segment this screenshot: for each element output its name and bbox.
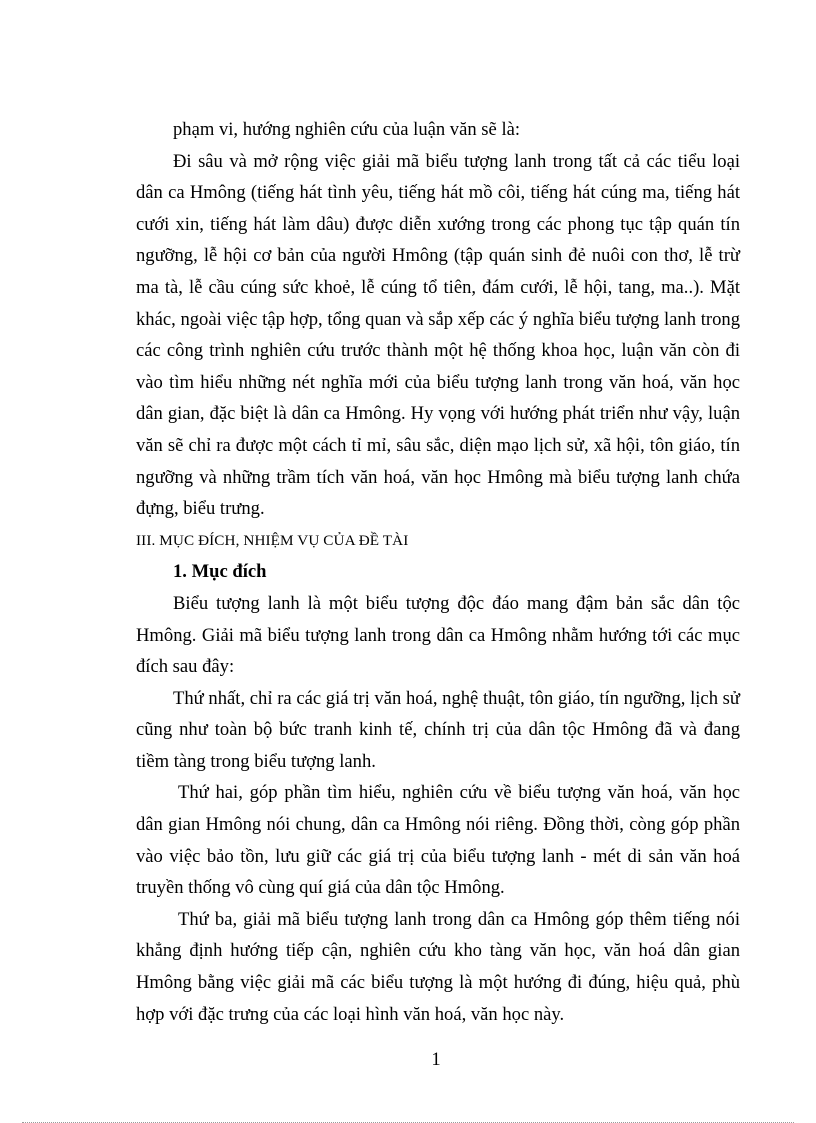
section-heading: III. MỤC ĐÍCH, NHIỆM VỤ CỦA ĐỀ TÀI [136, 531, 409, 549]
paragraph-purpose-first: Thứ nhất, chỉ ra các giá trị văn hoá, nghệ thuật, tôn giáo, tín ngưỡng, lịch sử cũng như toàn bộ bức tranh kinh tế, chính trị của dân tộc Hmông đã và đang tiềm tàng trong biểu tượng lanh. [136, 687, 740, 772]
paragraph-purpose-third: Thứ ba, giải mã biểu tượng lanh trong dân ca Hmông góp thêm tiếng nói khẳng định hướng tiếp cận, nghiên cứu kho tàng văn học, văn hoá dân gian Hmông bằng việc giải mã các biểu tượng là một hướng đi đúng, hiệu quả, phù hợp với đặc trưng của các loại hình văn hoá, văn học này. [136, 908, 740, 1025]
page-body [136, 114, 740, 1030]
paragraph-purpose-second: Thứ hai, góp phần tìm hiểu, nghiên cứu về biểu tượng văn hoá, văn học dân gian Hmông nói chung, dân ca Hmông nói riêng. Đồng thời, còng góp phần vào việc bảo tồn, lưu giữ các giá trị của biểu tượng lanh - mét di sản văn hoá truyền thống vô cùng quí giá của dân tộc Hmông. [136, 782, 740, 899]
page-number: 1 [431, 1049, 441, 1070]
paragraph-purpose-intro: Biểu tượng lanh là một biểu tượng độc đáo mang đậm bản sắc dân tộc Hmông. Giải mã biểu tượng lanh trong dân ca Hmông nhằm hướng tới các mục đích sau đây: [136, 592, 740, 678]
paragraph-scope-intro: phạm vi, hướng nghiên cứu của luận văn sẽ là: [173, 119, 521, 140]
subsection-heading: 1. Mục đích [173, 561, 267, 583]
paragraph-scope-detail: Đi sâu và mở rộng việc giải mã biểu tượng lanh trong tất cả các tiểu loại dân ca Hmông (tiếng hát tình yêu, tiếng hát mồ côi, tiếng hát cúng ma, tiếng hát cưới xin, tiếng hát làm dâu) được diễn xướng trong các phong tục tập quán tín ngưỡng, lễ hội cơ bản của người Hmông (tập quán sinh đẻ nuôi con thơ, lễ trừ ma tà, lễ cầu cúng sức khoẻ, lễ cúng tổ tiên, đám cưới, lễ hội, tang, ma..). Mặt khác, ngoài việc tập hợp, tổng quan và sắp xếp các ý nghĩa biểu tượng lanh trong các công trình nghiên cứu trước thành một hệ thống khoa học, luận văn còn đi vào tìm hiểu những nét nghĩa mới của biểu tượng lanh trong văn hoá, văn học dân gian, đặc biệt là dân ca Hmông. Hy vọng với hướng phát triển như vậy, luận văn sẽ chỉ ra được một cách tỉ mỉ, sâu sắc, diện mạo lịch sử, xã hội, tôn giáo, tín ngưỡng và những trầm tích văn hoá, văn học Hmông mà biểu tượng lanh chứa đựng, biểu trưng. [136, 150, 740, 520]
